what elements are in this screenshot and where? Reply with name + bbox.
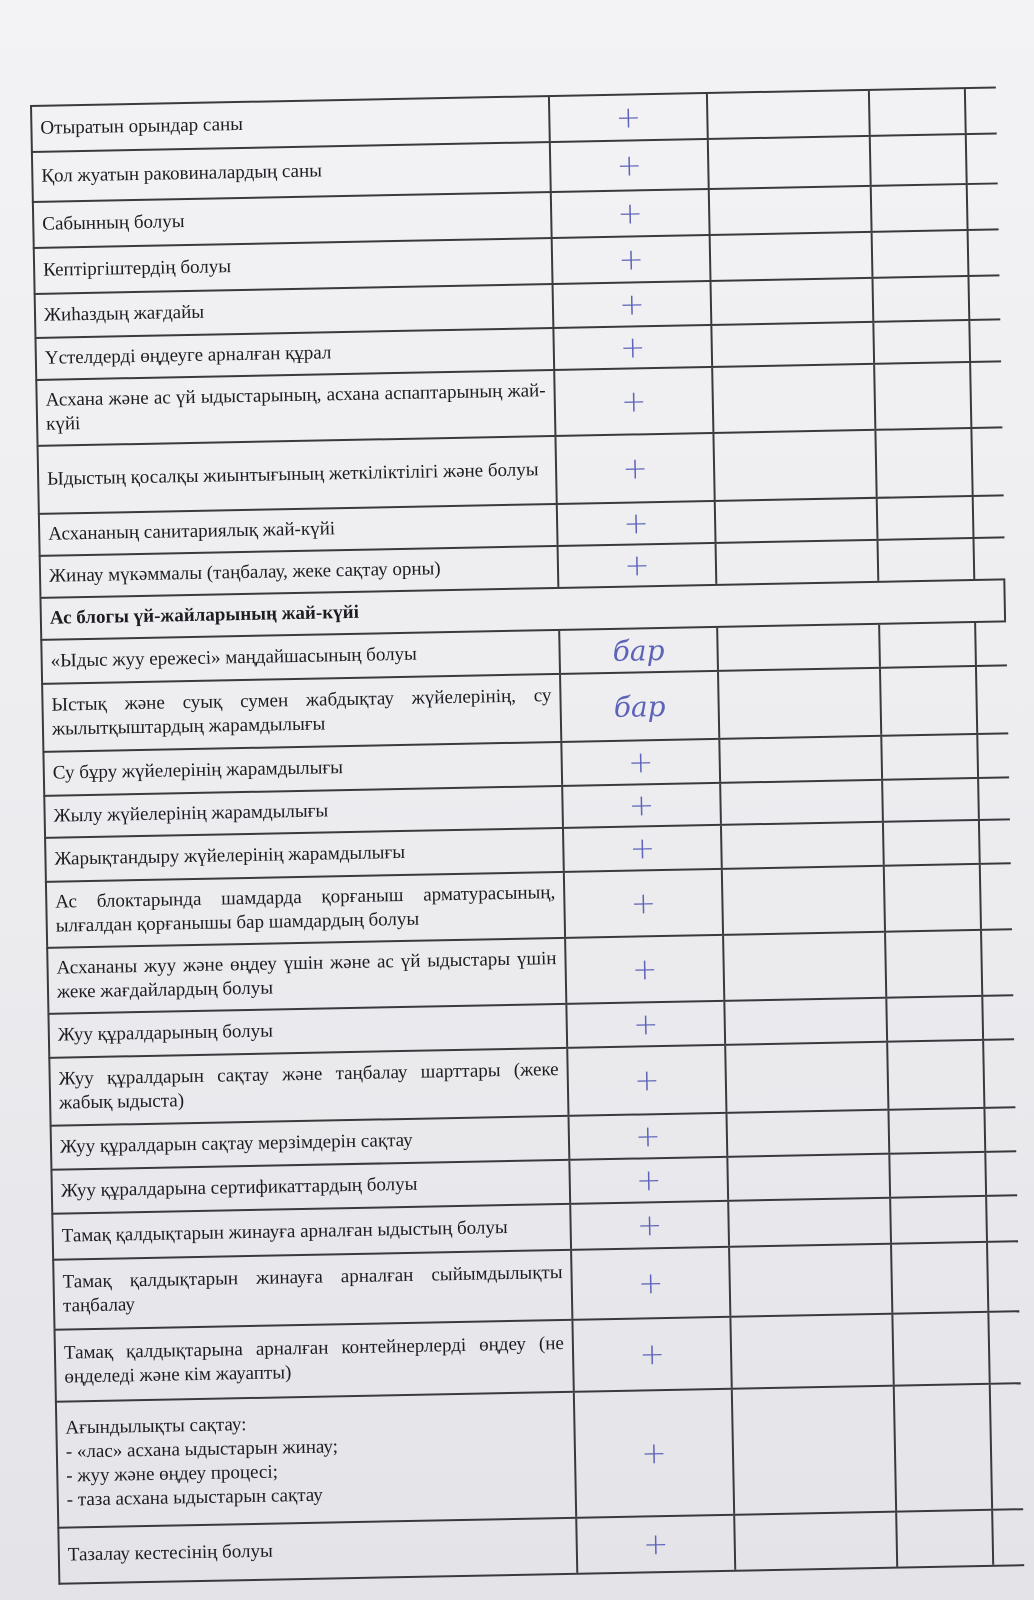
empty-cell [719,669,882,738]
empty-cell [870,89,967,135]
empty-cell [890,1153,987,1197]
handwritten-mark: + [570,1114,729,1159]
handwritten-mark: + [570,1158,729,1203]
empty-cell [886,931,983,997]
empty-cell [713,365,876,432]
criterion-cell [57,1393,577,1527]
criterion-text: Жуу құралдарын сақтау мерзімдерін сақтау [59,1129,413,1158]
criterion-cell [39,437,558,513]
criterion-text: Ыстық және суық сумен жабдықтау жүйелерінің, су жылытқыштардың жарамдылығы [51,685,552,740]
criterion-cell [37,371,556,445]
empty-cell [709,137,872,188]
criterion-text: Тазалау кестесінің болуы [67,1540,273,1566]
criterion-text: Асхананың санитариялық жай-күйі [48,518,336,545]
empty-cell [876,429,973,497]
empty-cell [887,997,984,1041]
empty-cell [724,933,887,1000]
criterion-cell [43,675,562,751]
criterion-cell [47,873,566,947]
empty-cell [875,363,972,429]
empty-cell [708,91,871,138]
empty-cell [728,1155,891,1200]
handwritten-mark: + [552,190,711,237]
empty-cell [712,323,875,366]
section-end-cell [969,580,1006,621]
criterion-text: Су бұру жүйелерінің жарамдылығы [52,757,344,784]
empty-cell [721,781,884,824]
empty-cell [723,867,886,934]
empty-cell [710,187,873,234]
criterion-text: Асхана және ас үй ыдыстарының, асхана аспаптарының жай-күйі [45,380,546,435]
empty-cell [880,623,977,667]
criterion-text: Жиһаздың жағдайы [43,301,205,326]
empty-cell [882,735,979,779]
empty-cell [884,821,981,865]
criterion-text: Отыратын орындар саны [40,113,244,139]
handwritten-mark: + [573,1318,732,1391]
empty-cell [727,1111,890,1156]
empty-cell [716,499,879,542]
handwritten-mark: + [554,326,713,369]
criterion-text: Үстелдерді өңдеуге арналған құрал [44,342,332,369]
empty-cell [892,1243,989,1313]
criterion-text: Ыдыстың қосалқы жиынтығының жеткіліктілігі және болуы [46,459,539,490]
criterion-cell [56,1321,575,1401]
handwritten-mark: бар [560,628,719,673]
criterion-text: «Ыдыс жуу ережесі» маңдайшасының болуы [50,643,418,672]
checklist-table [30,86,1024,1584]
empty-cell [872,185,969,231]
table-row [55,1382,1023,1527]
handwritten-mark: + [551,140,710,191]
empty-cell [718,625,881,670]
handwritten-mark: + [553,236,712,283]
handwritten-mark: + [554,282,713,327]
criterion-text: Асхананы жуу және өңдеу үшін және ас үй ыдыстары үшін жеке жағдайлардың болуы [56,948,557,1003]
empty-cell [878,497,975,539]
criterion-text: Жуу құралдарының болуы [57,1020,274,1046]
criterion-text: Қол жуатын раковиналардың саны [41,160,323,187]
handwritten-mark: + [565,870,724,937]
empty-cell [897,1511,994,1567]
empty-cell [873,277,970,321]
criterion-text: Сабынның болуы [42,211,185,235]
empty-cell [874,321,971,363]
handwritten-mark: + [556,434,715,503]
empty-cell [735,1513,898,1570]
handwritten-mark: + [571,1202,730,1249]
criterion-text: Тамақ қалдықтарын жинауға арналған ыдыстың болуы [61,1217,508,1247]
criterion-cell [33,143,552,201]
handwritten-mark: + [564,826,723,871]
handwritten-mark: + [568,1046,727,1115]
criterion-text: Жуу құралдарын сақтау және таңбалау шарттары (жеке жабық ыдыста) [58,1059,559,1114]
empty-cell [726,1043,889,1112]
criterion-cell [59,1519,578,1583]
empty-cell [888,1041,985,1109]
criterion-cell [48,939,567,1013]
handwritten-mark: бар [561,672,720,741]
criterion-text: Жылу жүйелерінің жарамдылығы [53,800,329,827]
handwritten-mark: + [555,368,714,435]
criterion-cell [50,1049,569,1125]
empty-cell [873,231,970,277]
empty-cell [891,1197,988,1243]
criterion-cell [54,1251,573,1329]
empty-cell [731,1315,894,1388]
criterion-text: Ас блоктарында шамдарда қорғаныш арматурасының, ылғалдан қорғанышы бар шамдардың болуы [55,882,556,937]
empty-cell [895,1385,993,1511]
empty-cell [730,1245,893,1316]
handwritten-mark: + [563,784,722,827]
empty-cell [733,1387,897,1514]
criterion-text: Жуу құралдарына сертификаттардың болуы [60,1173,418,1202]
empty-cell [712,279,875,324]
handwritten-mark: + [572,1248,731,1319]
empty-cell [711,233,874,280]
empty-cell [717,541,880,584]
empty-cell [893,1313,990,1385]
empty-cell [881,667,978,735]
handwritten-mark: + [575,1390,735,1517]
criterion-text: Тамақ қалдықтарын жинауға арналған сыйымдылықты таңбалау [62,1261,563,1317]
handwritten-mark: + [567,1002,726,1047]
empty-cell [725,999,888,1044]
empty-cell [729,1199,892,1246]
handwritten-mark: + [559,544,718,587]
criterion-text: Ас блогы үй-жайларының жай-күйі [49,601,360,629]
empty-cell [871,135,968,185]
criterion-text: Ағындылықты сақтау: - «лас» асхана ыдыстарын жинау; - жуу және өңдеу процесі; - таза асхана ыдыстарын сақтау [65,1414,339,1511]
empty-cell [720,737,883,782]
criterion-text: Кептіргіштердің болуы [42,256,232,281]
empty-cell [879,539,976,581]
empty-cell [889,1109,986,1153]
empty-cell [883,779,980,821]
criterion-text: Жинау мүкәммалы (таңбалау, жеке сақтау орны) [48,558,441,587]
handwritten-mark: + [562,740,721,785]
handwritten-mark: + [577,1516,736,1573]
criterion-text: Тамақ қалдықтарына арналған контейнерлерді өңдеу (не өңделеді және кім жауапты) [63,1332,565,1388]
handwritten-mark: + [550,94,709,141]
handwritten-mark: + [558,502,717,545]
empty-cell [885,865,982,931]
empty-cell [714,431,877,500]
handwritten-mark: + [566,936,725,1003]
empty-cell [722,823,885,868]
criterion-text: Жарықтандыру жүйелерінің жарамдылығы [54,841,406,870]
